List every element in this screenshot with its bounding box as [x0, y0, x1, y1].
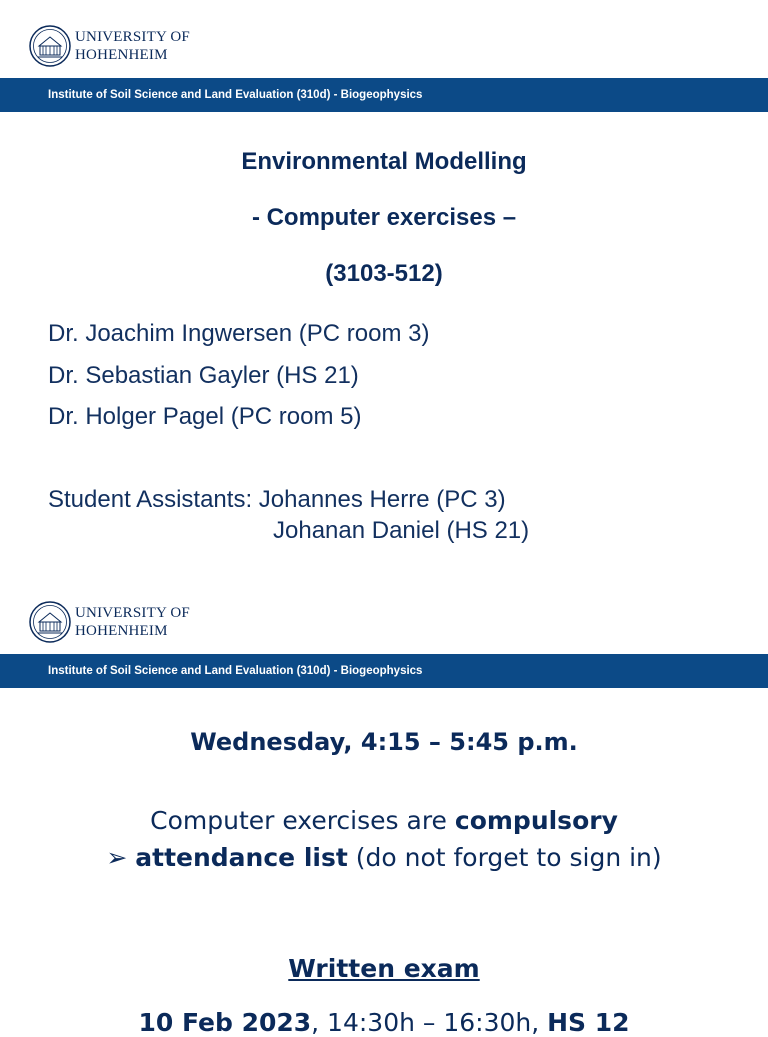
institute-name: Institute of Soil Science and Land Evaluation (310d) - Biogeophysics — [48, 665, 423, 677]
schedule-heading: Wednesday, 4:15 – 5:45 p.m. — [190, 728, 578, 756]
university-logo — [28, 24, 198, 72]
attendance-emphasis: attendance list — [135, 843, 348, 872]
exam-room: HS 12 — [547, 1008, 630, 1037]
logo-text-line-1: UNIVERSITY OF — [75, 605, 190, 621]
institute-header-band — [0, 654, 768, 688]
university-seal-icon — [28, 600, 72, 644]
university-logo-wordmark — [75, 604, 190, 640]
student-assistants-line-2: Johanan Daniel (HS 21) — [273, 517, 530, 544]
university-logo-wordmark — [75, 28, 190, 64]
institute-name: Institute of Soil Science and Land Evaluation (310d) - Biogeophysics — [48, 89, 423, 101]
arrow-bullet-icon: ➢ — [106, 843, 128, 872]
student-assistants-line-1: Student Assistants: Johannes Herre (PC 3) — [48, 486, 506, 513]
logo-text-line-2: HOHENHEIM — [75, 623, 168, 639]
compulsory-emphasis: compulsory — [454, 806, 618, 835]
course-subtitle: - Computer exercises – — [251, 204, 517, 231]
slide-2 — [0, 576, 768, 1037]
exam-time: , 14:30h – 16:30h, — [311, 1008, 548, 1037]
institute-header-band — [0, 78, 768, 112]
lecturer-pagel: Dr. Holger Pagel (PC room 5) — [48, 403, 362, 430]
university-seal-icon — [28, 24, 72, 68]
lecturer-ingwersen: Dr. Joachim Ingwersen (PC room 3) — [48, 320, 430, 347]
lecturer-gayler: Dr. Sebastian Gayler (HS 21) — [48, 362, 359, 389]
attendance-line — [0, 843, 768, 872]
university-logo — [28, 600, 198, 648]
exam-date: 10 Feb 2023 — [138, 1008, 312, 1037]
compulsory-line — [0, 806, 768, 835]
exam-heading: Written exam — [288, 954, 480, 983]
compulsory-prefix: Computer exercises are — [150, 806, 455, 835]
course-title: Environmental Modelling — [241, 148, 527, 175]
course-number: (3103-512) — [325, 260, 443, 287]
exam-details — [0, 1008, 768, 1037]
logo-text-line-1: UNIVERSITY OF — [75, 29, 190, 45]
attendance-note: (do not forget to sign in) — [347, 843, 662, 872]
logo-text-line-2: HOHENHEIM — [75, 47, 168, 63]
